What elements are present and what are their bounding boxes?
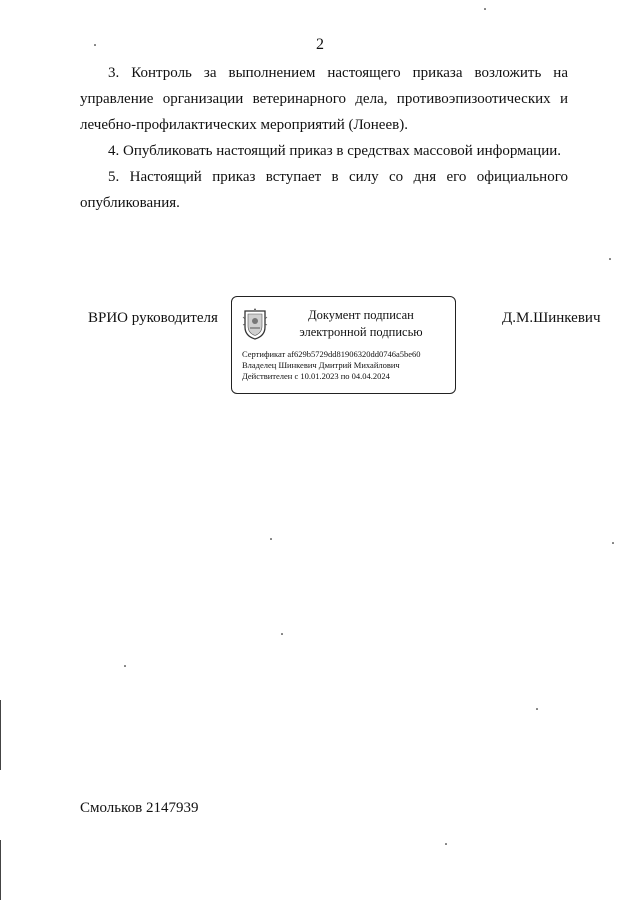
- scan-edge-mark: [0, 840, 1, 900]
- scan-speck: [94, 44, 96, 46]
- stamp-certificate: Сертификат af629b5729dd81906320dd0746a5be60: [242, 349, 421, 359]
- stamp-title: [276, 307, 446, 341]
- page-number: 2: [316, 36, 324, 53]
- stamp-title-line2: электронной подписью: [299, 325, 423, 339]
- executor-line: Смольков 2147939: [80, 800, 199, 816]
- electronic-signature-stamp: [231, 296, 456, 394]
- signature-block: [0, 296, 640, 396]
- scan-speck: [270, 538, 272, 540]
- stamp-owner: Владелец Шинкевич Дмитрий Михайлович: [242, 360, 400, 370]
- document-body: [80, 60, 568, 216]
- scan-speck: [612, 542, 614, 544]
- coat-of-arms-icon: [242, 307, 268, 341]
- paragraph-4: 4. Опубликовать настоящий приказ в средствах массовой информации.: [108, 143, 562, 159]
- signer-role: ВРИО руководителя: [88, 310, 218, 326]
- paragraph-3: 3. Контроль за выполнением настоящего приказа возложить на управление организации ветеринарного дела, противоэпизоотических и лечебно-профилактических мероприятий (Лонеев).: [80, 65, 568, 133]
- scan-speck: [281, 633, 283, 635]
- scan-speck: [536, 708, 538, 710]
- scan-speck: [124, 665, 126, 667]
- scan-speck: [484, 8, 486, 10]
- stamp-title-line1: Документ подписан: [308, 308, 414, 322]
- signer-name: Д.М.Шинкевич: [502, 310, 601, 326]
- scan-speck: [445, 843, 447, 845]
- paragraph-5: 5. Настоящий приказ вступает в силу со дня его официального опубликования.: [80, 169, 568, 211]
- scan-edge-mark: [0, 700, 1, 770]
- stamp-validity: Действителен с 10.01.2023 по 04.04.2024: [242, 371, 390, 381]
- scan-speck: [609, 258, 611, 260]
